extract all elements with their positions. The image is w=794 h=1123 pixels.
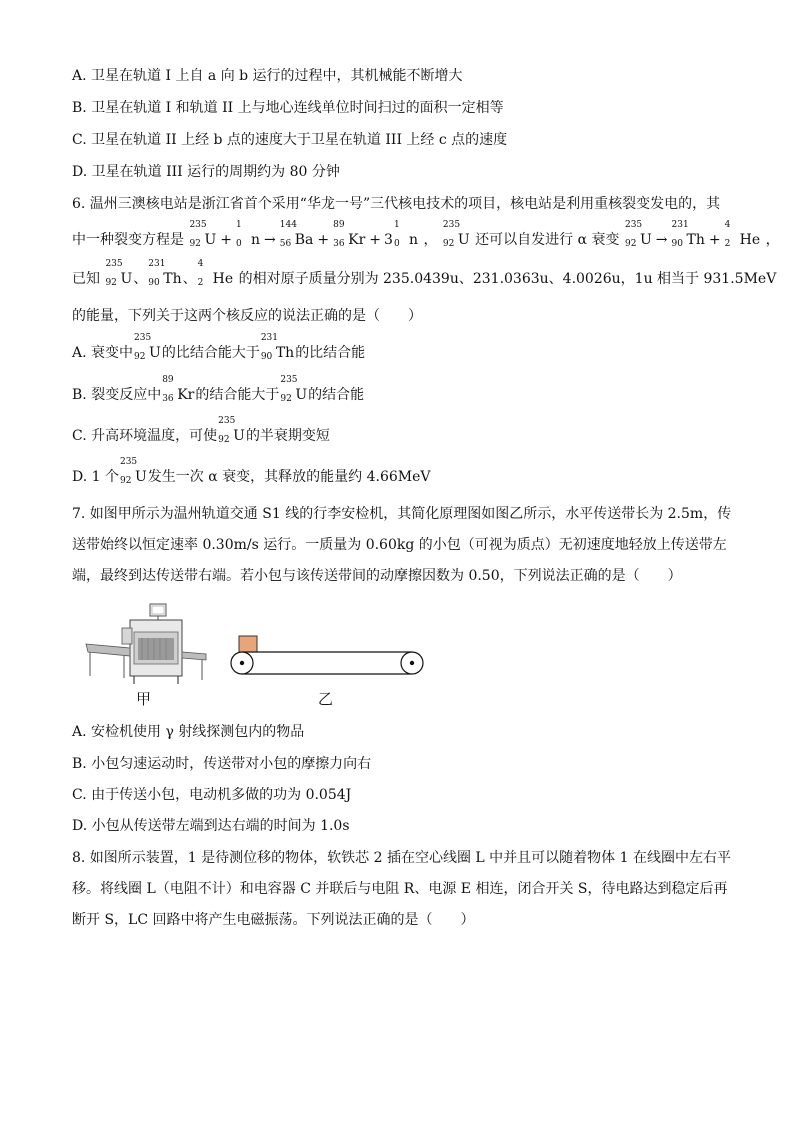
q5-option-b: B. 卫星在轨道 I 和轨道 II 上与地心连线单位时间扫过的面积一定相等 [72, 100, 504, 116]
security-scanner-figure [84, 596, 214, 692]
q8-stem-line3: 断开 S，LC 回路中将产生电磁振荡。下列说法正确的是（ ） [72, 912, 475, 928]
q7-option-a: A. 安检机使用 γ 射线探测包内的物品 [72, 724, 305, 740]
package-box [239, 636, 257, 652]
q6-option-a: A. 衰变中 235 92 U的比结合能大于 231 90 Th的比结合能 [72, 333, 366, 362]
decay-equation: 235 92 U → 231 90 Th + 4 2 He [624, 220, 761, 249]
conveyor-belt-diagram [228, 632, 428, 684]
q5-option-a: A. 卫星在轨道 I 上自 a 向 b 运行的过程中，其机械能不断增大 [72, 68, 463, 84]
q6-stem-line2: 中一种裂变方程是 235 92 U + 1 0 n → 144 56 Ba + 89 36 Kr + 3 1 0 n ， 235 92 U 还可以自发进行 α 衰变 235 92 U → 231 90 Th + 4 2 He ， [72, 220, 780, 249]
q7-option-c: C. 由于传送小包，电动机多做的功为 0.054J [72, 787, 352, 803]
figure-label-jia: 甲 [136, 690, 152, 708]
figure-label-yi: 乙 [318, 690, 334, 708]
q6-stem-line3: 已知 235 92 U、 231 90 Th、 4 2 He 的相对原子质量分别为 235.0439u、231.0363u、4.0026u，1u 相当于 931.5MeV [72, 259, 777, 288]
q7-stem-line3: 端，最终到达传送带右端。若小包与该传送带间的动摩擦因数为 0.50，下列说法正确的是（ ） [72, 568, 682, 584]
nuclide-ba144: 144 56 Ba [279, 220, 314, 249]
q8-stem-line1: 8. 如图所示装置，1 是待测位移的物体，软铁芯 2 插在空心线圈 L 中并且可以随着物体 1 在线圈中左右平 [72, 850, 731, 866]
q7-stem-line1: 7. 如图甲所示为温州轨道交通 S1 线的行李安检机，其简化原理图如图乙所示，水平传送带长为 2.5m，传 [72, 506, 732, 522]
q6-option-c: C. 升高环境温度，可使 235 92 U的半衰期变短 [72, 416, 330, 445]
nuclide-neutron-3: 1 0 n [393, 220, 418, 249]
q6-option-b: B. 裂变反应中 89 36 Kr的结合能大于 235 92 U的结合能 [72, 375, 365, 404]
fission-equation: 235 92 U + 1 0 n → 144 56 Ba + 89 36 Kr + 3 1 0 n [189, 220, 418, 249]
q6-stem-line1: 6. 温州三澳核电站是浙江省首个采用“华龙一号”三代核电技术的项目，核电站是利用重核裂变发电的，其 [72, 196, 721, 212]
nuclide-kr89: 89 36 Kr [333, 220, 366, 249]
q7-option-d: D. 小包从传送带左端到达右端的时间为 1.0s [72, 818, 350, 834]
q5-option-d: D. 卫星在轨道 III 运行的周期约为 80 分钟 [72, 164, 340, 180]
q6-option-d: D. 1 个 235 92 U发生一次 α 衰变，其释放的能量约 4.66MeV [72, 457, 431, 486]
q7-option-b: B. 小包匀速运动时，传送带对小包的摩擦力向右 [72, 756, 372, 772]
q6-stem-line4: 的能量，下列关于这两个核反应的说法正确的是（ ） [72, 308, 422, 324]
q8-stem-line2: 移。将线圈 L（电阻不计）和电容器 C 并联后与电阻 R、电源 E 相连，闭合开关 S，待电路达到稳定后再 [72, 881, 728, 897]
q7-stem-line2: 送带始终以恒定速率 0.30m/s 运行。一质量为 0.60kg 的小包（可视为质点）无初速度地轻放上传送带左 [72, 537, 727, 553]
nuclide-u235: 235 92 U [442, 220, 470, 249]
nuclide-neutron: 1 0 n [236, 220, 261, 249]
q5-option-c: C. 卫星在轨道 II 上经 b 点的速度大于卫星在轨道 III 上经 c 点的速度 [72, 132, 508, 148]
nuclide-u235: 235 92 U [189, 220, 217, 249]
